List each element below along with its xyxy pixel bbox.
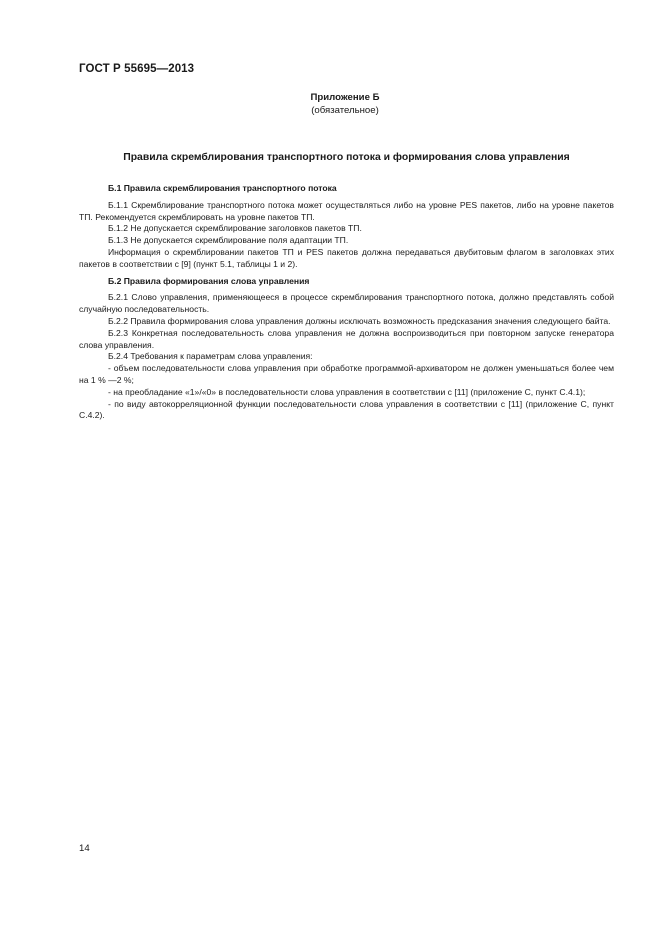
appendix-title: Приложение Б: [310, 92, 380, 103]
appendix-status: (обязательное): [311, 105, 379, 116]
paragraph-b2-4: Б.2.4 Требования к параметрам слова управления:: [108, 351, 313, 362]
paragraph-b2-2: Б.2.2 Правила формирования слова управления должны исключать возможность предсказания значения следующего байта.: [108, 315, 611, 326]
section-heading-b2: Б.2 Правила формирования слова управления: [108, 275, 310, 286]
paragraph-b2-1: Б.2.1 Слово управления, применяющееся в процессе скремблирования транспортного потока, должно представлять собой случайную последовательность.: [79, 292, 614, 315]
appendix-main-title: Правила скремблирования транспортного потока и формирования слова управления: [123, 152, 570, 163]
list-item: - по виду автокорреляционной функции последовательности слова управления в соответствии с [11] (приложение С, пункт С.4.2).: [79, 398, 614, 421]
page-number: 14: [79, 843, 90, 854]
paragraph-b1-2: Б.1.2 Не допускается скремблирование заголовков пакетов ТП.: [108, 223, 362, 234]
paragraph-b2-3: Б.2.3 Конкретная последовательность слова управления не должна воспроизводиться при повторном запуске генератора слова управления.: [79, 327, 614, 350]
paragraph-b1-3: Б.1.3 Не допускается скремблирование поля адаптации ТП.: [108, 235, 349, 246]
paragraph-b1-1: Б.1.1 Скремблирование транспортного потока может осуществляться либо на уровне PES пакетов, либо на уровне пакетов ТП. Рекомендуется скремблировать на уровне пакетов ТП.: [79, 199, 614, 222]
list-item: - на преобладание «1»/«0» в последовательности слова управления в соответствии с [11] (приложение С, пункт С.4.1);: [108, 386, 586, 397]
list-item: - объем последовательности слова управления при обработке программой-архиватором не должен уменьшаться более чем на 1 % —2 %;: [79, 363, 614, 385]
paragraph-b1-info: Информация о скремблировании пакетов ТП и PES пакетов должна передаваться двубитовым флагом в заголовках этих пакетов в соответствии с [9] (пункт 5.1, таблицы 1 и 2).: [79, 246, 614, 269]
document-body: [79, 183, 614, 422]
document-id-header: ГОСТ Р 55695—2013: [79, 63, 195, 75]
section-heading-b1: Б.1 Правила скремблирования транспортного потока: [108, 183, 337, 193]
appendix-label: [250, 91, 440, 117]
